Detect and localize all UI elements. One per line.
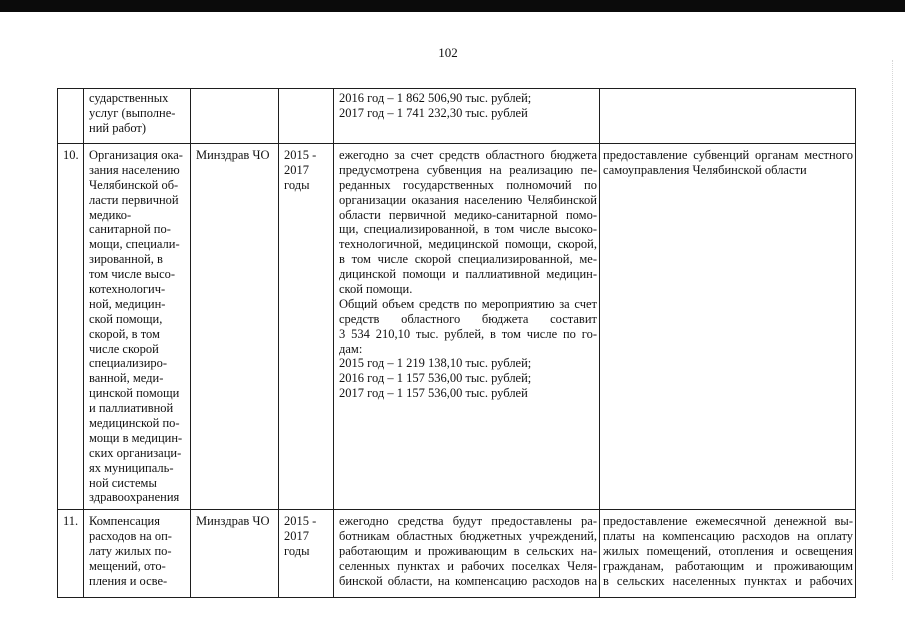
mechanism-cell (600, 510, 856, 598)
text-line: 2015 - (284, 148, 317, 162)
text-line: котехнологич- (89, 282, 166, 297)
text-line: 3 534 210,10 тыс. рублей, в том числе по го- (339, 326, 597, 341)
text-line: ской помощи. (339, 282, 413, 297)
period-cell (279, 144, 334, 510)
text-line: в сельских населенных пунктах и рабочих (603, 573, 853, 588)
funding-cell (334, 510, 600, 598)
text-line: лату жилых по- (89, 543, 172, 558)
text-line: организации оказания населению Челябинской (339, 192, 597, 207)
program-activities-table (57, 88, 856, 598)
text-line: 2017 (284, 528, 309, 543)
text-line: ванной, меди- (89, 371, 164, 386)
text-line: пления и осве- (89, 573, 168, 588)
text-line: ной, медицин- (89, 296, 166, 311)
table-row-10 (58, 144, 856, 510)
text-line: 2016 год – 1 862 506,90 тыс. рублей; (339, 91, 532, 105)
text-line: ботникам областных бюджетных учреждений, (339, 528, 597, 543)
text-line: 2017 год – 1 157 536,00 тыс. рублей (339, 386, 528, 401)
text-line: числе скорой (89, 341, 159, 356)
text-line: дам: (339, 341, 363, 356)
text-line: Челябинской об- (89, 177, 179, 192)
scan-edge-bar (0, 0, 905, 12)
text-line: Организация ока- (89, 148, 183, 162)
activity-name-cell (84, 510, 191, 598)
text-line: здравоохранения (89, 490, 180, 505)
text-line: сударственных (89, 91, 169, 105)
table-row-11 (58, 510, 856, 598)
text-line: Компенсация (89, 514, 160, 528)
activity-name-cell (84, 89, 191, 144)
text-line: 2017 (284, 162, 309, 177)
executor-cell (191, 144, 279, 510)
text-line: 2016 год – 1 157 536,00 тыс. рублей; (339, 371, 532, 386)
text-line: ной системы (89, 475, 157, 490)
row-number-cell (58, 510, 84, 598)
text-line: медицинской по- (89, 416, 180, 431)
table-row-continued (58, 89, 856, 144)
text-line: ях муниципаль- (89, 460, 174, 475)
text-line: дицинской помощи и паллиативной медицин- (339, 267, 597, 282)
period-cell (279, 89, 334, 144)
text-line: медико- (89, 207, 132, 222)
row-number-cell (58, 89, 84, 144)
text-line: мещений, ото- (89, 558, 166, 573)
funding-cell (334, 144, 600, 510)
row-number: 11. (63, 514, 79, 528)
text-line: годы (284, 177, 310, 192)
text-line: том числе высо- (89, 267, 176, 282)
text-line: самоуправления Челябинской области (603, 162, 807, 177)
row-number-cell (58, 144, 84, 510)
text-line: расходов на оп- (89, 528, 172, 543)
text-line: и паллиативной (89, 401, 174, 416)
text-line: гражданам, работающим и проживающим (603, 558, 853, 573)
text-line: платы на компенсацию расходов на оплату (603, 528, 853, 543)
text-line: работающим и проживающим в сельских на- (339, 543, 597, 558)
mechanism-cell (600, 144, 856, 510)
text-line: годы (284, 543, 310, 558)
text-line: щи, специализированной, в том числе высоко- (339, 222, 597, 237)
text-line: ний работ) (89, 120, 147, 135)
text-line: средств областного бюджета составит (339, 311, 597, 326)
text-line: в том числе скорой специализированной, ме- (339, 252, 597, 267)
text-line: бинской области, на компенсацию расходов на (339, 573, 597, 588)
text-line: ской помощи, (89, 311, 163, 326)
funding-cell (334, 89, 600, 144)
text-line: скорой, в том (89, 326, 160, 341)
text-line: услуг (выполне- (89, 105, 176, 120)
text-line: 2015 - (284, 514, 317, 528)
text-line: селенных пунктах и рабочих поселках Челя- (339, 558, 597, 573)
text-line: Общий объем средств по мероприятию за счет (339, 296, 597, 311)
text-line: ежегодно за счет средств областного бюджета (339, 148, 597, 162)
text-line: мощи в медицин- (89, 430, 183, 445)
text-line: ских организаци- (89, 445, 182, 460)
text-line: предоставление субвенций органам местного (603, 148, 853, 162)
text-line: 2017 год – 1 741 232,30 тыс. рублей (339, 105, 528, 120)
activity-name-cell (84, 144, 191, 510)
page-number: 102 (438, 45, 458, 60)
text-line: предоставление ежемесячной денежной вы- (603, 514, 853, 528)
executor-cell (191, 89, 279, 144)
text-line: цинской помощи (89, 386, 180, 401)
text-line: 2015 год – 1 219 138,10 тыс. рублей; (339, 356, 532, 371)
text-line: специализиро- (89, 356, 168, 371)
text-line: зания населению (89, 162, 180, 177)
text-line: ежегодно средства будут предоставлены ра- (339, 514, 597, 528)
mechanism-cell (600, 89, 856, 144)
executor-cell (191, 510, 279, 598)
text-line: технологичной, медицинской помощи, скорой, (339, 237, 597, 252)
text-line: жилых помещений, отопления и освещения (603, 543, 853, 558)
text-line: предусмотрена субвенция на реализацию пе- (339, 162, 597, 177)
row-number: 10. (63, 148, 79, 162)
scan-noise (892, 60, 893, 580)
text-line: мощи, специали- (89, 237, 180, 252)
text-line: реданных государственных полномочий по (339, 177, 597, 192)
executor-name: Минздрав ЧО (196, 514, 270, 528)
text-line: ласти первичной (89, 192, 179, 207)
text-line: санитарной по- (89, 222, 171, 237)
text-line: зированной, в (89, 252, 163, 267)
executor-name: Минздрав ЧО (196, 148, 270, 162)
text-line: области первичной медико-санитарной помо- (339, 207, 597, 222)
period-cell (279, 510, 334, 598)
